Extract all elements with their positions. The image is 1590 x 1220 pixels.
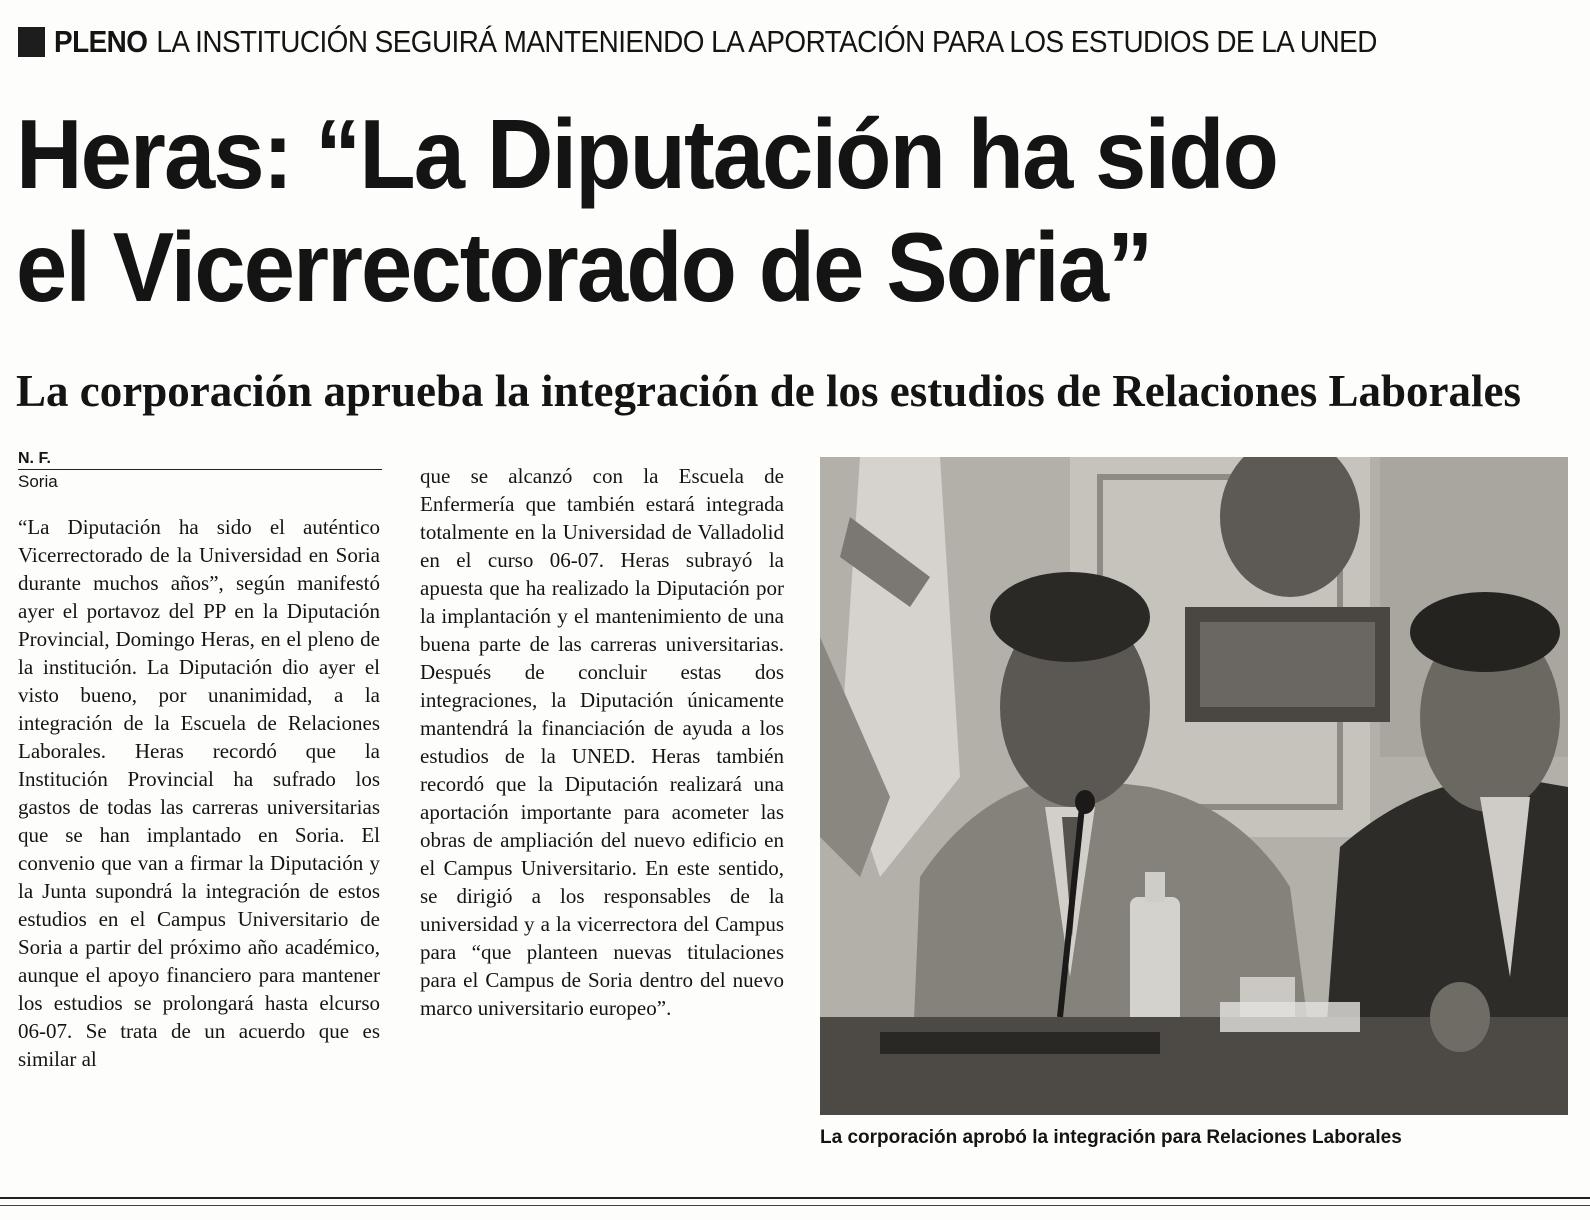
photo-caption: La corporación aprobó la integración para Relaciones Laborales <box>820 1127 1402 1148</box>
headline <box>16 98 1576 324</box>
byline-author: N. F. <box>18 450 382 470</box>
bottom-rule <box>0 1197 1590 1206</box>
news-photo <box>820 457 1568 1115</box>
kicker <box>18 20 1422 64</box>
article-column-2: que se alcanzó con la Escuela de Enfermería que también estará integrada totalmente en la Universidad de Valladolid en el curso 06-07. Heras subrayó la apuesta que ha realizado la Diputación por la implantación y el mantenimiento de una buena parte de las carreras universitarias. Después de concluir estas dos integraciones, la Diputación únicamente mantendrá la financiación de ayuda a los estudios de la UNED. Heras también recordó que la Diputación realizará una aportación importante para acometer las obras de ampliación del nuevo edificio en el Campus Universitario. En este sentido, se dirigió a los responsables de la universidad y a la vicerrectora del Campus para “que planteen nuevas titulaciones para el Campus de Soria dentro del nuevo marco universitario europeo”. <box>420 464 784 1020</box>
photo-illustration <box>820 457 1568 1115</box>
kicker-section: PLENO <box>54 24 148 59</box>
byline <box>18 450 382 492</box>
subheadline: La corporación aprueba la integración de los estudios de Relaciones Laborales <box>16 366 1521 416</box>
headline-line-2: el Vicerrectorado de Soria” <box>16 212 1152 322</box>
section-marker-icon <box>18 27 45 57</box>
article-column-1: “La Diputación ha sido el auténtico Vicerrectorado de la Universidad en Soria durante muchos años”, según manifestó ayer el portavoz del PP en la Diputación Provincial, Domingo Heras, en el pleno de la institución. La Diputación dio ayer el visto bueno, por unanimidad, a la integración de la Escuela de Relaciones Laborales. Heras recordó que la Institución Provincial ha sufrado los gastos de todas las carreras universitarias que se han implantado en Soria. El convenio que van a firmar la Diputación y la Junta supondrá la integración de estos estudios en el Campus Universitario de Soria a partir del próximo año académico, aunque el apoyo financiero para mantener los estudios se prolongará hasta elcurso 06-07. Se trata de un acuerdo que es similar al <box>18 515 380 1071</box>
byline-location: Soria <box>18 472 58 491</box>
headline-line-1: Heras: “La Diputación ha sido <box>16 99 1277 209</box>
kicker-text: LA INSTITUCIÓN SEGUIRÁ MANTENIENDO LA APORTACIÓN PARA LOS ESTUDIOS DE LA UNED <box>156 24 1377 59</box>
